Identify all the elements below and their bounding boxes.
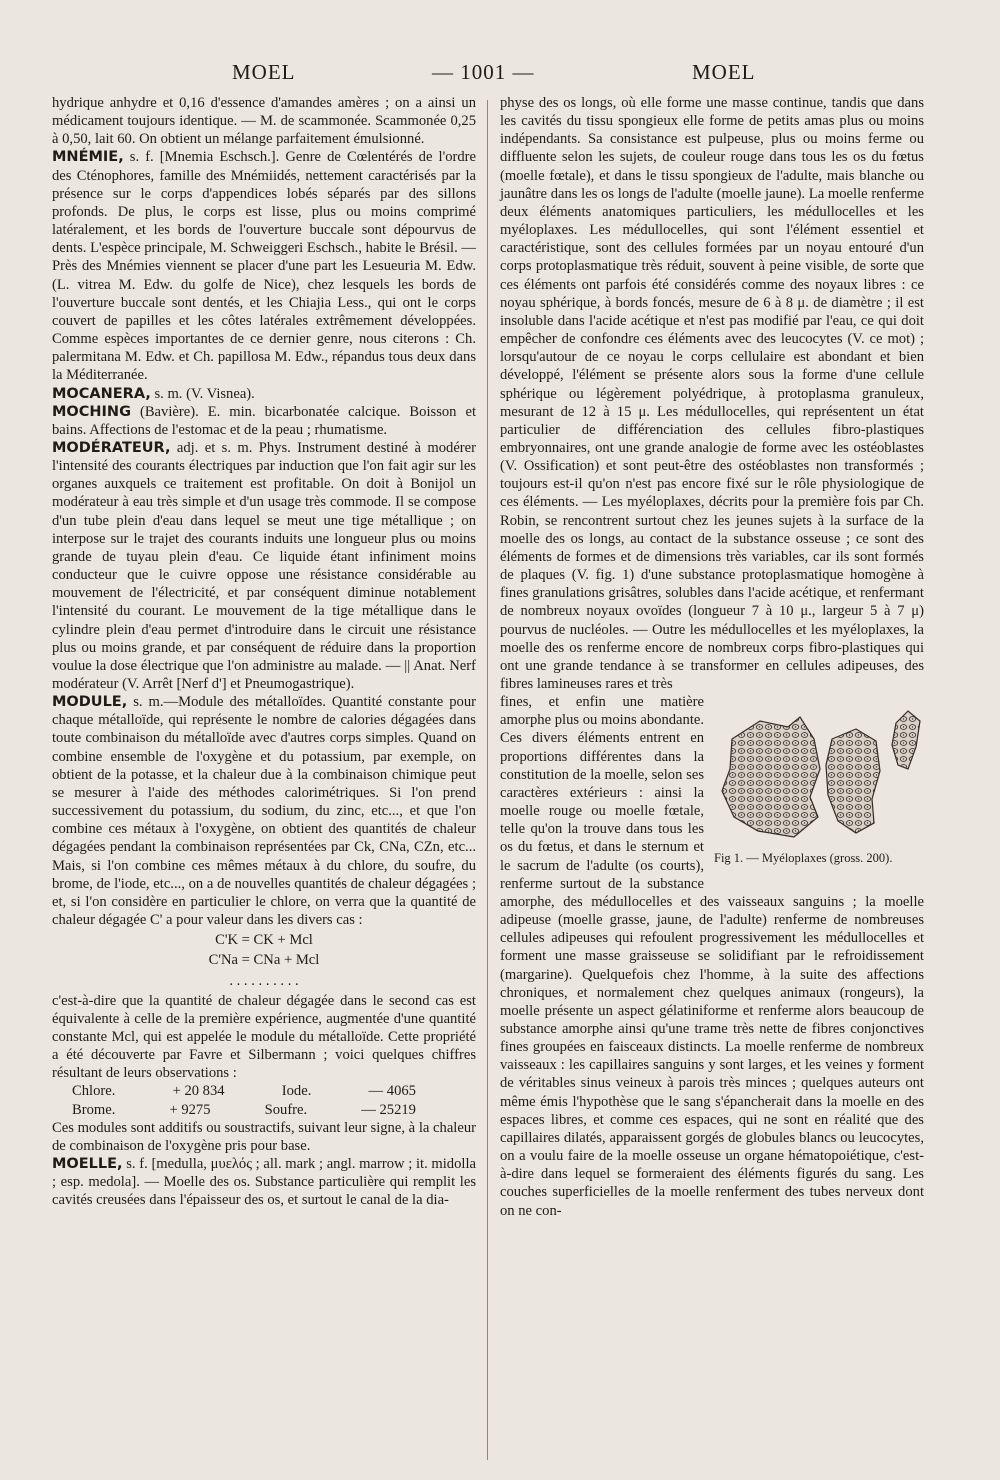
headword: MODÉRATEUR, xyxy=(52,439,171,456)
entry-body: s. m.—Module des métalloïdes. Quantité constante pour chaque métalloïde, qui représente le nombre de calories dégagées dans toute combinaison du métalloïde avec d'autres corps simples. Quand on combine ensemble de l'oxygène et du potassium, par exemple, on obtient de la potasse, et la chaleur due à la combinaison chimique peut se mesurer à l'aide des méthodes calorimétriques. Si l'on prend successivement du potassium, du sodium, du zinc, etc..., et que l'on combine ces métaux à l'oxygène, on obtient des quantités de chaleur dégagées pendant la combinaison représentées par Ck, CNa, CZn, etc... Mais, si l'on combine ces mêmes métaux à du chlore, du soufre, du brome, de l'iode, etc..., on a de nouvelles quantités de chaleur dégagées ; et, si l'on considère en particulier le chlore, on verra que la quantité de chaleur dégagée C' a pour valeur dans les divers cas : xyxy=(52,694,476,929)
entry-body: s. f. [Mnemia Eschsch.]. Genre de Cœlentérés de l'ordre des Cténophores, famille des Mnémiidés, nettement caractérisés par la présence sur le corps d'appendices lobés séparés par des sillons profonds. De plus, le corps est lisse, plus ou moins comprimé latéralement, et les bords de l'ouverture buccale sont dépourvus de dents. L'espèce principale, M. Schweiggeri Eschsch., habite le Brésil. — Près des Mnémies viennent se placer d'une part les Lesueuria M. Edw. (L. vitrea M. Edw. du golfe de Nice), chez lesquels les bords de l'ouverture buccale sont dentés, et les Chiajia Less., qui ont le corps couvert de papilles et les côtes latérales extrêmement développées. Comme espèces importantes de ce dernier genre, nous citerons : Ch. palermitana M. Edw. et Ch. papillosa M. Edw., répandus tous deux dans la Méditerranée. xyxy=(52,149,476,384)
obs-value: + 9275 xyxy=(169,1101,211,1118)
entry-body: adj. et s. m. Phys. Instrument destiné à modérer l'intensité des courants électriques par induction que l'on fait agir sur les organes auxquels ce traitement est profitable. On doit à Bonijol un modérateur à eau très simple et d'un usage très commode. Il se compose d'un tube plein d'eau dans lequel se meut une tige métallique ; on interpose sur le trajet des courants induits une longueur plus ou moins grande de tuyau plein d'eau. Ce liquide étant infiniment moins conducteur que le cuivre oppose une résistance considérable au mouvement de l'électricité, et par conséquent diminue notablement l'intensité du courant. Le mouvement de la tige métallique dans le cylindre plein d'eau permet d'introduire dans le circuit une résistance plus ou moins grande, et par conséquent de réduire dans la proportion voulue la dose électrique que l'on administre au malade. — || Anat. Nerf modérateur (V. Arrêt [Nerf d'] et Pneumogastrique). xyxy=(52,439,476,692)
formula-chlore: C'K = CK + Mcl xyxy=(215,932,313,949)
obs-label: Iode. xyxy=(281,1083,312,1100)
paragraph-moelle-after-figure: fines, et enfin une matière amorphe plus ou moins abondante. Ces divers éléments entrent en proportions différentes dans la constitution de la moelle, selon ses caractères extérieurs : ainsi la moelle rouge ou moelle fœtale, telle qu'on la trouve dans tous les os du fœtus, et dans le sternum et le sacrum de l'adulte (os courts), renferme surtout de la substance amorphe, des médullocelles et des vaisseaux sanguins ; la moelle adipeuse (moelle grasse, jaune, de l'adulte) renferme de nombreuses cellules adipeuses qui refoulent progressivement les médullocelles et forment une masse graisseuse se solidifiant par le refroidissement (margarine). Quelquefois chez l'homme, à la suite des affections chroniques, et normalement chez quelques animaux (rongeurs), la moelle présente un aspect gélatiniforme et renferme alors beaucoup de substance amorphe ainsi qu'une trame très nette de fibres conjonctives fines groupées en faisceaux distincts. La moelle renferme de nombreux vaisseaux : les capillaires sanguins y sont larges, et les veines y forment de véritables sinus veineux à parois très minces ; quelques auteurs ont même émis l'hypothèse que le sang s'épancherait dans la moelle en des espaces libres, et comme ces espaces, qui ne sont en réalité que des capillaires dilatés, apparaissent gorgés de globules blancs ou leucocytes, on a voulu faire de la moelle osseuse un organe hématopoiétique, c'est-à-dire dans lequel se formeraient des éléments figurés du sang. Les couches superficielles de la moelle renferment des tubes nerveux dont on ne con- xyxy=(500,694,924,1219)
running-head-right: MOEL xyxy=(692,60,756,84)
entry-body: (Bavière). E. min. bicarbonatée calcique. Boisson et bains. Affections de l'estomac et de la peau ; rhumatisme. xyxy=(52,403,476,438)
entry-module xyxy=(52,693,476,929)
observation-row xyxy=(52,1082,476,1100)
entry-moching xyxy=(52,403,476,439)
entry-mocanera xyxy=(52,385,476,403)
obs-value: — 25219 xyxy=(361,1101,416,1118)
left-column xyxy=(52,94,476,1210)
entry-mnemie xyxy=(52,148,476,384)
formula-ellipsis: . . . . . . . . . . xyxy=(229,972,299,989)
right-column xyxy=(500,94,924,1220)
entry-moderateur xyxy=(52,439,476,693)
page-number: — 1001 — xyxy=(432,60,535,84)
headword: MOCANERA, xyxy=(52,385,151,402)
paragraph-amandes: hydrique anhydre et 0,16 d'essence d'amandes amères ; on a ainsi un médicament toujours identique. — M. de scammonée. Scammonée 0,25 à 0,50, lait 60. On obtient un mélange parfaitement émulsionné. xyxy=(52,95,476,148)
headword: MOELLE, xyxy=(52,1156,123,1173)
figure-caption: Fig 1. — Myéloplaxes (gross. 200). xyxy=(714,851,893,866)
obs-label: Soufre. xyxy=(264,1101,308,1118)
figure-myeloplaxes xyxy=(710,699,924,884)
myeloplaxes-illustration xyxy=(710,699,924,849)
entry-body: s. f. [medulla, μυελός ; all. mark ; angl. marrow ; it. midolla ; esp. medola]. — Moelle des os. Substance particulière qui remplit les cavités creusées dans l'épaisseur des os, et surtout le canal de la dia- xyxy=(52,1156,476,1209)
headword: MNÉMIE, xyxy=(52,149,124,166)
headword: MODULE, xyxy=(52,694,128,711)
obs-label: Chlore. xyxy=(72,1083,116,1100)
paragraph-moelle-continued xyxy=(500,94,924,693)
column-rule xyxy=(487,100,488,1460)
running-head-left: MOEL xyxy=(232,60,296,84)
obs-value: + 20 834 xyxy=(172,1083,225,1100)
observation-row xyxy=(52,1101,476,1119)
paragraph-favre: c'est-à-dire que la quantité de chaleur dégagée dans le second cas est équivalente à celle de la première expérience, augmentée d'une quantité constante Mcl, qui est appelée le module du métalloïde. Cette propriété a été découverte par Favre et Silbermann ; voici quelques chiffres résultant de leurs observations : xyxy=(52,992,476,1082)
headword: MOCHING xyxy=(52,403,131,420)
obs-label: Brome. xyxy=(72,1101,116,1118)
formula-sodium: C'Na = CNa + Mcl xyxy=(208,952,320,969)
entry-moelle xyxy=(52,1155,476,1209)
page-header xyxy=(52,60,932,90)
entry-body: s. m. (V. Visnea). xyxy=(150,385,255,402)
text-before-figure: physe des os longs, où elle forme une masse continue, tandis que dans les cavités du tissu spongieux elle forme de petits amas plus ou moins indépendants. Sa consistance est pulpeuse, plus ou moins ferme ou diffluente selon les sujets, de couleur rouge dans tous les os du fœtus (moelle fœtale), et dans le tissu spongieux de l'adulte, mais blanche ou jaunâtre dans les os longs de l'adulte (moelle jaune). La moelle renferme deux éléments anatomiques particuliers, les médullocelles et les myéloplaxes. Les médullocelles, qui sont l'élément essentiel et caractéristique, sont des cellules formées par un noyau entouré d'un corps protoplasmatique très réduit, souvent à peine visible, de sorte que ces éléments ont parfois été considérés comme des noyaux libres : ce noyau sphérique, à bords foncés, mesure de 6 à 8 μ. de diamètre ; il est insoluble dans l'acide acétique et n'est pas modifié par l'eau, ce qui doit empêcher de confondre ces éléments avec des leucocytes (V. ce mot) ; lorsqu'autour de ce noyau le corps cellulaire est abondant et bien développé, l'élément se présente alors sous la forme d'une cellule sphérique ou légèrement polyédrique, à protoplasma granuleux, mesurant de 12 à 15 μ. Les médullocelles, qui représentent un état particulier de différenciation des cellules fibro-plastiques embryonnaires, ont une grande analogie de forme avec les ostéoblastes (V. Ossification) et sont peut-être des ostéoblastes non transformés ; toujours est-il qu'on n'est pas encore fixé sur le rôle physiologique de ces éléments. — Les myéloplaxes, décrits pour la première fois par Ch. Robin, se rencontrent surtout chez les jeunes sujets à la surface de la moelle des os longs, au contact de la substance osseuse ; ce sont des éléments de formes et de dimensions très variables, car ils sont formés de plaques (V. fig. 1) d'une substance protoplasmatique homogène à fines granulations grisâtres, solubles dans l'acide acétique, et renfermant de nombreux noyaux ovoïdes (longueur 7 à 10 μ., largeur 5 à 7 μ) pourvus de nucléoles. — Outre les médullocelles et les myéloplaxes, la moelle des os renferme encore de nombreux corps fibro-plastiques qui ont une grande tendance à se transformer en cellules adipeuses, des fibres lamineuses rares et très xyxy=(500,95,924,692)
paragraph-modules: Ces modules sont additifs ou soustractifs, suivant leur signe, à la chaleur de combinaison de l'oxygène pris pour base. xyxy=(52,1119,476,1154)
obs-value: — 4065 xyxy=(368,1083,416,1100)
